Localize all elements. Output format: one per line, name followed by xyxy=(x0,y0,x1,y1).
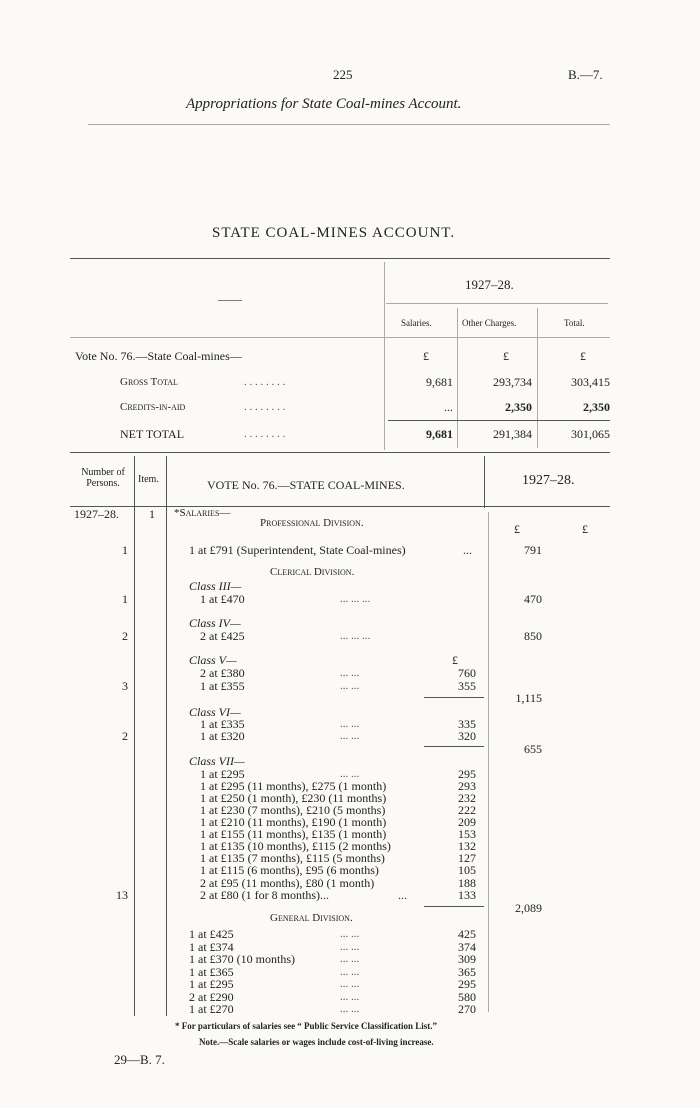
list-amount: 374 xyxy=(458,940,476,954)
list-leader: ... ... xyxy=(340,953,360,965)
list-amount: 270 xyxy=(458,1002,476,1016)
list-leader: ... ... xyxy=(340,680,360,692)
class-v-line: 2 at £380 xyxy=(200,666,245,680)
detail-title: VOTE No. 76.—STATE COAL-MINES. xyxy=(207,478,405,492)
class-vi-amount: 335 xyxy=(458,717,476,731)
list-amount: 209 xyxy=(458,815,476,829)
summary-top-rule xyxy=(70,258,610,259)
list-leader: ... ... xyxy=(340,966,360,978)
footer-reference: 29—B. 7. xyxy=(114,1052,165,1067)
list-amount: 309 xyxy=(458,952,476,966)
class-v-line: 1 at £355 xyxy=(200,679,245,693)
list-amount: 425 xyxy=(458,927,476,941)
list-leader: ... ... ... xyxy=(340,630,371,642)
detail-divider-persons xyxy=(134,456,135,1016)
detail-col-item: Item. xyxy=(138,474,159,485)
list-amount: 293 xyxy=(458,779,476,793)
list-item: 1 at £230 (7 months), £210 (5 months) xyxy=(200,803,386,817)
summary-row-other: 2,350 xyxy=(505,400,532,414)
list-item: 1 at £115 (6 months), £95 (6 months) xyxy=(200,863,379,877)
list-item: 1 at £135 (10 months), £115 (2 months) xyxy=(200,839,391,853)
list-leader: ... ... xyxy=(340,941,360,953)
class-iii-line: 1 at £470 xyxy=(200,592,245,606)
summary-year: 1927–28. xyxy=(465,277,514,292)
footnote-note: Note.—Scale salaries or wages include cost-of-living increase. xyxy=(199,1037,434,1047)
subtotal-rule xyxy=(424,697,484,698)
summary-row-other: 291,384 xyxy=(493,427,532,441)
list-leader: ... ... xyxy=(340,1003,360,1015)
list-leader: ... ... xyxy=(340,730,360,742)
list-item: 1 at £295 xyxy=(189,977,234,991)
list-amount: 105 xyxy=(458,863,476,877)
page-number: 225 xyxy=(333,67,353,82)
summary-divider xyxy=(384,262,385,450)
list-amount: 295 xyxy=(458,767,476,781)
clerical-division-heading: Clerical Division. xyxy=(270,566,355,578)
list-leader: ... ... xyxy=(340,667,360,679)
summary-vote-label: Vote No. 76.—State Coal-mines— xyxy=(75,349,242,363)
summary-col-other: Other Charges. xyxy=(462,318,517,328)
list-leader: ... ... xyxy=(340,718,360,730)
list-item: 1 at £295 (11 months), £275 (1 month) xyxy=(200,779,387,793)
summary-row-total: 303,415 xyxy=(571,375,610,389)
class-iv-line: 2 at £425 xyxy=(200,629,245,643)
list-item: 2 at £290 xyxy=(189,990,234,1004)
list-item: 1 at £270 xyxy=(189,1002,234,1016)
class-v-amount: 355 xyxy=(458,679,476,693)
summary-row-label: Credits-in-aid xyxy=(120,401,186,413)
summary-pound-total: £ xyxy=(580,349,586,363)
class-iv-persons: 2 xyxy=(122,629,128,643)
list-item: 1 at £374 xyxy=(189,940,234,954)
summary-row-total: 2,350 xyxy=(583,400,610,414)
list-amount: 232 xyxy=(458,791,476,805)
document-reference: B.—7. xyxy=(568,67,603,82)
class-vii-heading: Class VII— xyxy=(189,754,245,768)
summary-pound-salaries: £ xyxy=(423,349,429,363)
professional-amount: 791 xyxy=(524,543,542,557)
class-v-heading: Class V— xyxy=(189,653,237,667)
list-amount: 580 xyxy=(458,990,476,1004)
list-item: 1 at £295 xyxy=(200,767,245,781)
detail-col-persons: Number of Persons. xyxy=(81,467,125,489)
list-amount: 222 xyxy=(458,803,476,817)
summary-row-label: Gross Total xyxy=(120,376,178,388)
summary-row-total: 301,065 xyxy=(571,427,610,441)
list-leader: ... ... xyxy=(340,991,360,1003)
total-column-pound: £ xyxy=(582,522,588,536)
summary-col-total: Total. xyxy=(564,318,585,328)
account-title: STATE COAL-MINES ACCOUNT. xyxy=(212,225,456,241)
class-iv-amount: 850 xyxy=(524,629,542,643)
summary-bottom-rule xyxy=(70,452,610,453)
general-division-heading: General Division. xyxy=(270,912,353,924)
detail-divider-item xyxy=(166,456,167,1016)
class-vi-amount: 320 xyxy=(458,729,476,743)
list-item: 1 at £250 (1 month), £230 (11 months) xyxy=(200,791,387,805)
class-vi-total: 655 xyxy=(524,742,542,756)
class-v-total: 1,115 xyxy=(515,691,542,705)
summary-row-salaries: ... xyxy=(444,400,453,414)
subtotal-rule xyxy=(424,746,484,747)
list-item: 1 at £365 xyxy=(189,965,234,979)
summary-row-label: NET TOTAL xyxy=(120,427,185,441)
list-amount: 132 xyxy=(458,839,476,853)
class-vii-total: 2,089 xyxy=(515,901,542,915)
summary-pound-other: £ xyxy=(503,349,509,363)
list-amount: 295 xyxy=(458,977,476,991)
list-amount: 153 xyxy=(458,827,476,841)
summary-year-rule xyxy=(386,303,608,304)
class-iii-heading: Class III— xyxy=(189,579,242,593)
summary-col-salaries: Salaries. xyxy=(401,318,432,328)
professional-line: 1 at £791 (Superintendent, State Coal-mines) xyxy=(189,543,406,557)
salaries-heading: *Salaries— xyxy=(174,507,231,519)
running-title: Appropriations for State Coal-mines Account. xyxy=(186,96,462,112)
list-amount: 188 xyxy=(458,876,476,890)
detail-item-number: 1 xyxy=(149,507,155,521)
list-item: 2 at £80 (1 for 8 months)... xyxy=(200,888,329,902)
detail-year: 1927–28. xyxy=(522,473,575,488)
class-vi-heading: Class VI— xyxy=(189,705,241,719)
class-vi-persons: 2 xyxy=(122,729,128,743)
list-leader: ... xyxy=(463,543,472,557)
detail-year-left: 1927–28. xyxy=(74,507,119,521)
summary-col-divider-2 xyxy=(537,308,538,448)
header-rule xyxy=(88,124,610,125)
professional-division-heading: Professional Division. xyxy=(260,517,364,529)
list-amount: 127 xyxy=(458,851,476,865)
detail-divider-year xyxy=(484,456,485,508)
summary-header-rule xyxy=(70,337,610,338)
list-amount: 133 xyxy=(458,888,476,902)
class-v-persons: 3 xyxy=(122,679,128,693)
summary-row-salaries: 9,681 xyxy=(426,427,453,441)
class-vi-line: 1 at £320 xyxy=(200,729,245,743)
list-item: 1 at £370 (10 months) xyxy=(189,952,295,966)
summary-col-divider-1 xyxy=(457,308,458,448)
class-iv-heading: Class IV— xyxy=(189,616,241,630)
list-leader: ... ... xyxy=(340,978,360,990)
summary-row-leaders: . . . . . . . . xyxy=(244,401,286,413)
list-item: 1 at £135 (7 months), £115 (5 months) xyxy=(200,851,385,865)
summary-row-leaders: . . . . . . . . xyxy=(244,428,286,440)
list-leader: ... ... xyxy=(340,928,360,940)
summary-row-other: 293,734 xyxy=(493,375,532,389)
list-item: 1 at £425 xyxy=(189,927,234,941)
detail-divider-inner xyxy=(488,512,489,1012)
class-vii-persons: 13 xyxy=(116,888,128,902)
summary-row-salaries: 9,681 xyxy=(426,375,453,389)
list-leader: ... ... xyxy=(340,768,360,780)
list-item: 1 at £155 (11 months), £135 (1 month) xyxy=(200,827,387,841)
class-v-amount: 760 xyxy=(458,666,476,680)
list-item: 1 at £210 (11 months), £190 (1 month) xyxy=(200,815,387,829)
list-leader: ... ... ... xyxy=(340,593,371,605)
professional-persons: 1 xyxy=(122,543,128,557)
footnote-salaries: * For particulars of salaries see “ Public Service Classification List.” xyxy=(175,1021,438,1031)
subtotal-rule xyxy=(424,906,484,907)
list-item: 2 at £95 (11 months), £80 (1 month) xyxy=(200,876,375,890)
summary-row-leaders: . . . . . . . . xyxy=(244,376,286,388)
class-iii-persons: 1 xyxy=(122,592,128,606)
summary-dash: —— xyxy=(218,292,242,306)
list-amount: 365 xyxy=(458,965,476,979)
class-vi-line: 1 at £335 xyxy=(200,717,245,731)
sub-column-pound: £ xyxy=(452,653,458,667)
list-leader: ... xyxy=(398,888,407,902)
class-iii-amount: 470 xyxy=(524,592,542,606)
summary-subtotal-rule xyxy=(388,420,610,421)
amount-column-pound: £ xyxy=(514,522,520,536)
